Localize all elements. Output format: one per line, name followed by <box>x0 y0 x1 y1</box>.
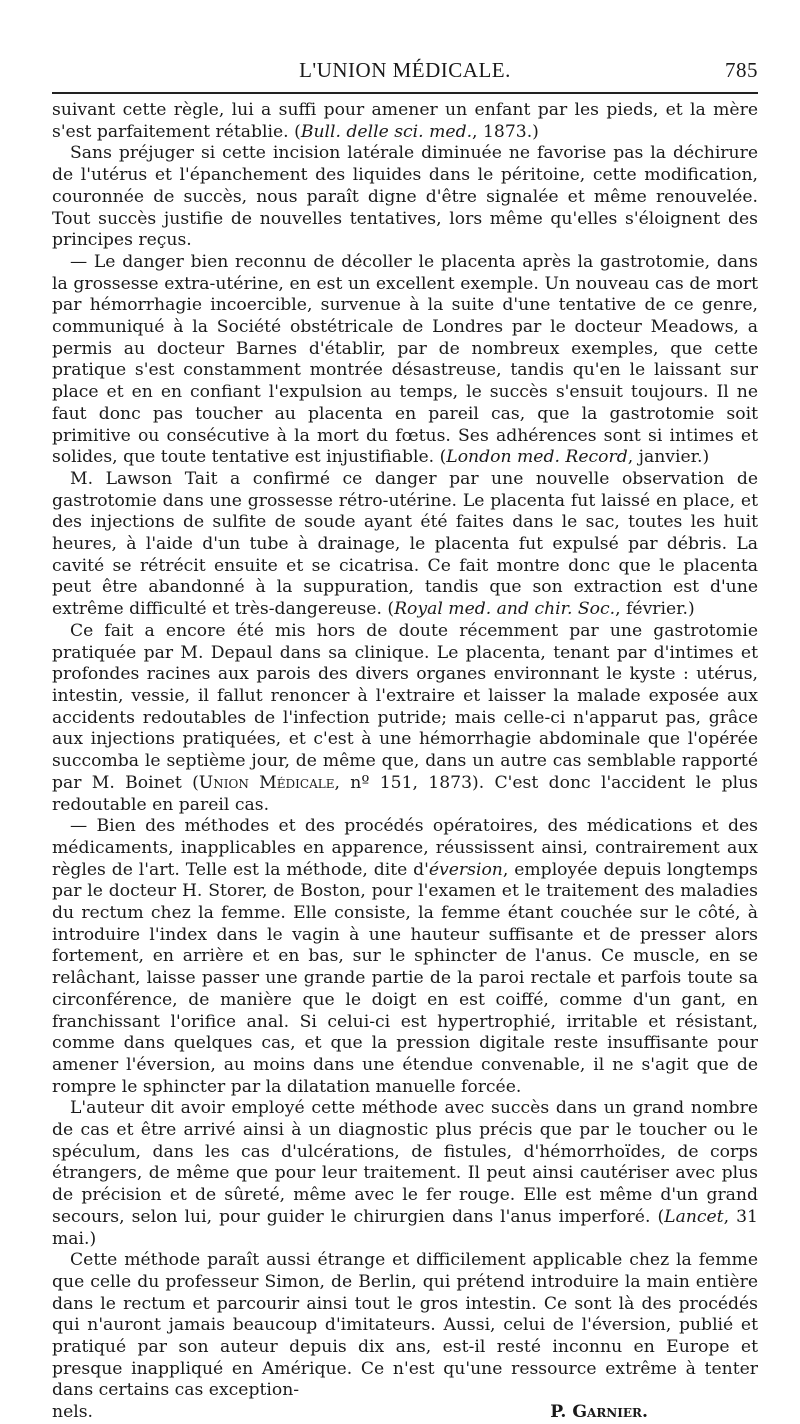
citation-text: Bull. delle sci. med. <box>300 121 473 142</box>
citation-text: London med. Record <box>446 447 628 468</box>
citation-text: Royal med. and chir. Soc. <box>394 599 616 620</box>
paragraph <box>52 252 758 469</box>
paragraph-text: Cette méthode paraît aussi étrange et difficilement applicable chez la femme que celle du professeur Simon, de Berlin, qui prétend introduire la main entière dans le rectum et parcourir ainsi tout le gros intestin. Ce sont là des procédés qui n'auront jamais beaucoup d'imitateurs. Aussi, celui de l'éversion, publié et pratiqué par son auteur depuis dix ans, est-il resté inconnu en Europe et presque inappliqué en Amérique. Ce n'est qu'une ressource extrême à tenter dans certains cas exception- <box>52 1250 758 1401</box>
paragraph <box>52 816 758 1098</box>
closing-line <box>52 1402 758 1424</box>
journal-title: L'UNION MÉDICALE. <box>299 58 511 82</box>
closing-word: nels. <box>52 1402 94 1423</box>
paragraph-text: , employée depuis longtemps par le docteur H. Storer, de Boston, pour l'examen et le traitement des maladies du rectum chez la femme. Elle consiste, la femme étant couchée sur le côté, à introduire l'index dans le vagin à une hauteur suffisante et de presser alors fortement, en arrière et en bas, sur le sphincter de l'anus. Ce muscle, en se relâchant, laisse passer une grande partie de la paroi rectale et parfois toute sa circonférence, de manière que le doigt en est coiffé, comme d'un gant, en franchissant l'orifice anal. Si celui-ci est hypertrophié, irritable et résistant, comme dans quelques cas, et que la pression digitale reste insuffisante pour amener l'éversion, au moins dans une étendue convenable, il ne s'agit que de rompre le sphincter par la dilatation manuelle forcée. <box>52 859 758 1097</box>
paragraph-text: , février.) <box>615 599 695 620</box>
paragraph-text: L'auteur dit avoir employé cette méthode avec succès dans un grand nombre de cas et être arrivé ainsi à un diagnostic plus précis que par le toucher ou le spéculum, dans les cas d'ulcérations, de fistules, d'hémorrhoïdes, de corps étrangers, de même que pour leur traitement. Il peut ainsi cautériser avec plus de précision et de sûreté, même avec le fer rouge. Elle est même d'un grand secours, selon lui, pour guider le chirurgien dans l'anus imperforé. ( <box>52 1098 758 1227</box>
article-body <box>52 100 758 1402</box>
paragraph <box>52 621 758 816</box>
citation-text: éversion <box>428 859 503 880</box>
paragraph-text: — Bien des méthodes et des procédés opératoires, des médications et des médicaments, inapplicables en apparence, réussissent ainsi, contrairement aux règles de l'art. Telle est la méthode, dite d' <box>52 816 758 880</box>
paragraph-text: , janvier.) <box>627 447 710 468</box>
paragraph <box>52 1250 758 1402</box>
paragraph-text: — Le danger bien reconnu de décoller le placenta après la gastrotomie, dans la grossesse extra-utérine, en est un excellent exemple. Un nouveau cas de mort par hémorrhagie incoercible, survenue à la suite d'une tentative de ce genre, communiqué à la Société obstétricale de Londres par le docteur Meadows, a permis au docteur Barnes d'établir, par de nombreux exemples, que cette pratique s'est constamment montrée désastreuse, tandis qu'en le laissant sur place et en en confiant l'expulsion au temps, le succès s'ensuit toujours. Il ne faut donc pas toucher au placenta en pareil cas, que la gastrotomie soit primitive ou consécutive à la mort du fœtus. Ses adhérences sont si intimes et solides, que toute tentative est injustifiable. ( <box>52 251 758 468</box>
paragraph <box>52 143 758 252</box>
running-header <box>52 58 758 88</box>
paragraph-text: Ce fait a encore été mis hors de doute récemment par une gastrotomie pratiquée par M. Depaul dans sa clinique. Le placenta, tenant par d'intimes et profondes racines aux parois des divers organes environnant le kyste : utérus, intestin, vessie, il fallut renoncer à l'extraire et laisser la malade exposée aux accidents redoutables de l'infection putride; mais celle-ci n'apparut pas, grâce aux injections pratiquées, et c'est à une hémorrhagie abdominale que l'opérée succomba le septième jour, de même que, dans un autre cas semblable rapporté par M. Boinet ( <box>52 620 758 793</box>
citation-text: Lancet <box>664 1206 724 1227</box>
paragraph <box>52 100 758 143</box>
paragraph-text: , 1873.) <box>472 121 539 142</box>
paragraph-text: M. Lawson Tait a confirmé ce danger par une nouvelle observation de gastrotomie dans une grossesse rétro-utérine. Le placenta fut laissé en place, et des injections de sulfite de soude ayant été faites dans le sac, toutes les huit heures, à l'aide d'un tube à drainage, le placenta fut expulsé par débris. La cavité se rétrécit ensuite et se cicatrisa. Ce fait montre donc que le placenta peut être abandonné à la suppuration, tandis que son extraction est d'une extrême difficulté et très-dangereuse. ( <box>52 468 758 620</box>
paragraph-text: , nº 151, 1873). C'est donc l'accident le plus redoutable en pareil cas. <box>52 772 758 815</box>
page-number: 785 <box>725 58 758 82</box>
paragraph-text: suivant cette règle, lui a suffi pour amener un enfant par les pieds, et la mère s'est parfaitement rétablie. ( <box>52 100 758 142</box>
journal-reference: Union Médicale <box>198 772 335 793</box>
paragraph-text: Sans préjuger si cette incision latérale diminuée ne favorise pas la déchirure de l'utérus et l'épanchement des liquides dans le péritoine, cette modification, couronnée de succès, nous paraît digne d'être signalée et même renouvelée. Tout succès justifie de nouvelles tentatives, lors même qu'elles s'éloignent des principes reçus. <box>52 143 758 251</box>
header-rule <box>52 92 758 94</box>
paragraph <box>52 1098 758 1250</box>
paragraph-text: , 31 mai.) <box>52 1206 758 1249</box>
paragraph <box>52 469 758 621</box>
author-signature: P. Garnier. <box>550 1402 648 1423</box>
